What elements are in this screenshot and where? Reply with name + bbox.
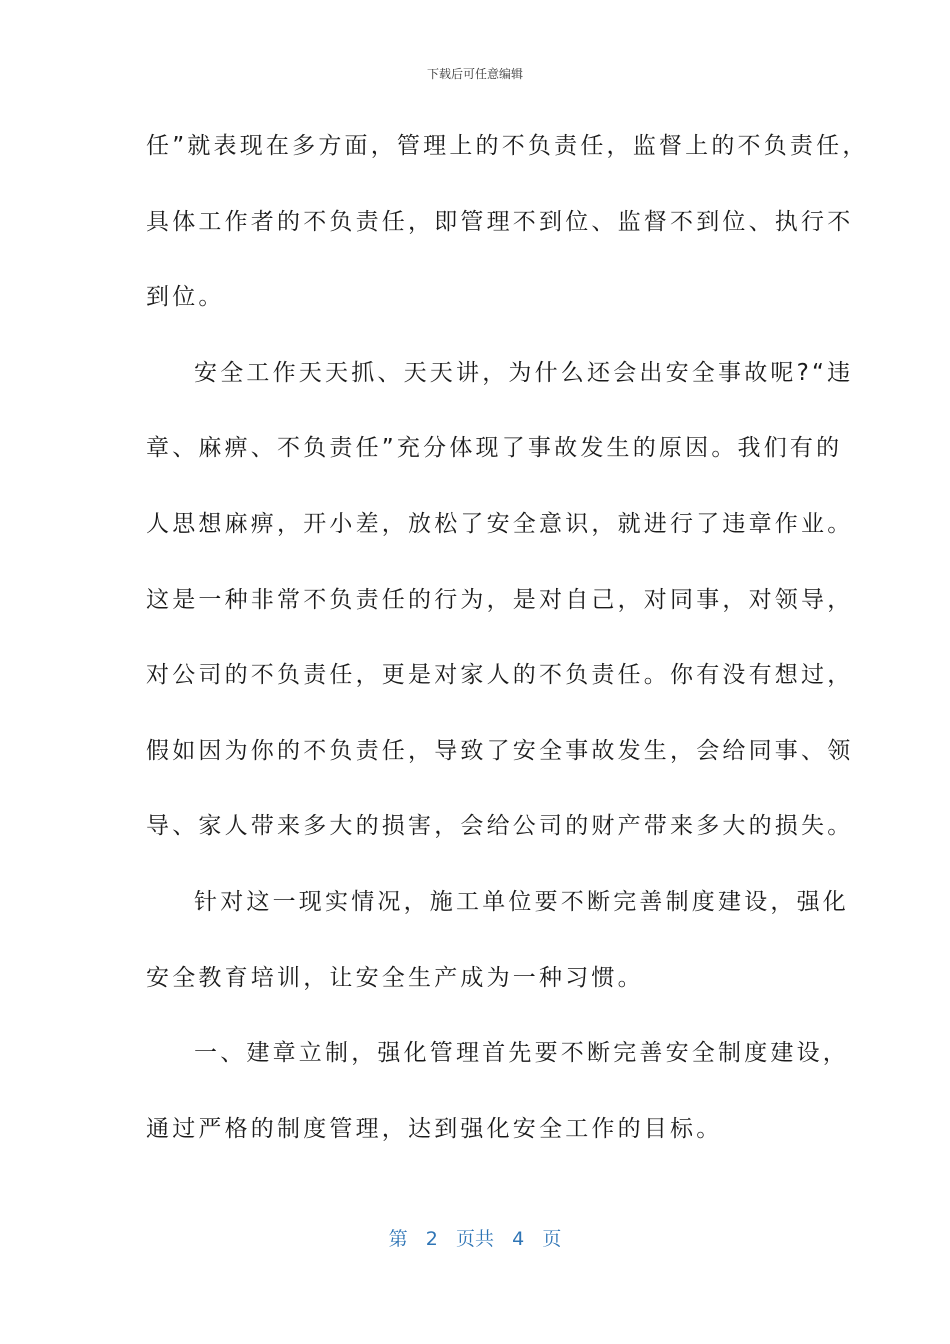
footer-middle: 页共 — [455, 1228, 494, 1250]
text-line: 一、建章立制，强化管理首先要不断完善安全制度建设， — [194, 1040, 849, 1067]
text-line: 安全教育培训，让安全生产成为一种习惯。 — [146, 964, 644, 991]
text-line: 任”就表现在多方面，管理上的不负责任，监督上的不负责任， — [146, 133, 869, 159]
text-line: 假如因为你的不负责任，导致了安全事故发生，会给同事、领 — [146, 737, 854, 764]
document-body — [146, 118, 869, 1176]
page-number-footer — [0, 1226, 950, 1252]
text-line: 针对这一现实情况，施工单位要不断完善制度建设，强化 — [194, 888, 849, 915]
text-line: 对公司的不负责任，更是对家人的不负责任。你有没有想过， — [146, 662, 854, 689]
text-line: 通过严格的制度管理，达到强化安全工作的目标。 — [146, 1115, 723, 1142]
text-line: 具体工作者的不负责任，即管理不到位、监督不到位、执行不 — [146, 208, 854, 235]
text-line: 安全工作天天抓、天天讲，为什么还会出安全事故呢?“违 — [194, 359, 854, 386]
footer-suffix: 页 — [542, 1228, 562, 1250]
text-line: 到位。 — [146, 284, 225, 311]
text-line: 人思想麻痹，开小差，放松了安全意识，就进行了违章作业。 — [146, 510, 854, 537]
text-line: 这是一种非常不负责任的行为，是对自己，对同事，对领导， — [146, 586, 854, 613]
text-line: 章、麻痹、不负责任”充分体现了事故发生的原因。我们有的 — [146, 435, 843, 462]
text-line: 导、家人带来多大的损害，会给公司的财产带来多大的损失。 — [146, 813, 854, 840]
current-page-number: 2 — [425, 1228, 438, 1250]
total-pages-number: 4 — [512, 1228, 525, 1250]
page-header-note: 下载后可任意编辑 — [426, 67, 523, 81]
footer-prefix: 第 — [388, 1228, 408, 1250]
